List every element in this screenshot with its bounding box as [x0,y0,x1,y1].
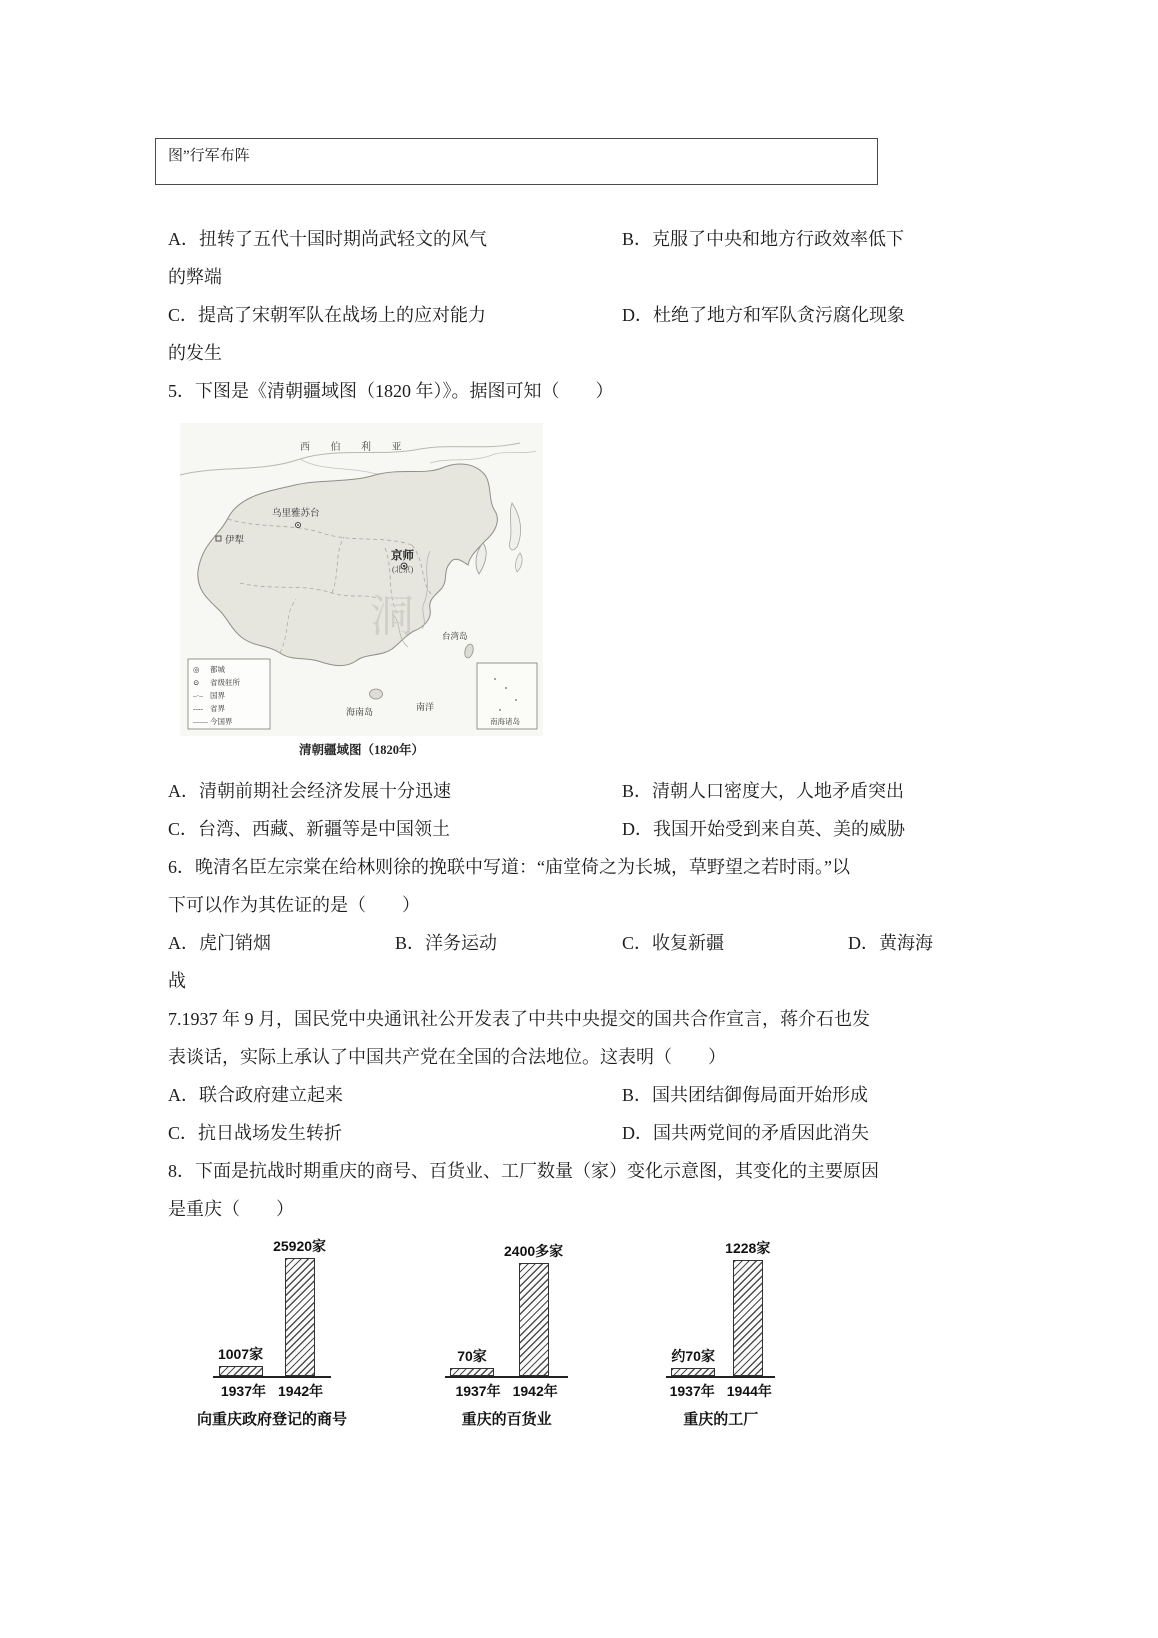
q8-stem-line-2: 是重庆（ ） [168,1199,294,1219]
q7-option-d: D．国共两党间的矛盾因此消失 [622,1123,869,1143]
chart-registered-firms [197,1236,347,1429]
q6-stem-line-1: 6．晚清名臣左宗棠在给林则徐的挽联中写道：“庙堂倚之为长城，草野望之若时雨。”以 [168,857,850,877]
chart-department-stores [445,1236,568,1429]
chart-plot-area [213,1236,331,1378]
q5-option-d: D．我国开始受到来自英、美的威胁 [622,819,905,839]
map-legend [188,659,270,729]
hainan-island-shape [370,689,383,699]
q4-option-c: C．提高了宋朝军队在战场上的应对能力 [168,305,487,325]
year-label-right: 1942年 [512,1383,558,1399]
q7-stem-line-1: 7.1937 年 9 月，国民党中央通讯社公开发表了中共中央提交的国共合作宣言，蒋介石也发 [168,1009,870,1029]
legend-label-modern-border: 今国界 [210,717,233,726]
chart-plot-area [445,1236,568,1378]
year-label-left: 1937年 [669,1383,715,1399]
map-label-beijing: (北京) [392,565,414,574]
chart-title: 重庆的百货业 [461,1411,552,1428]
chart-year-axis [221,1381,323,1401]
q5-options-row-1 [155,772,1045,810]
map-label-jingshi: 京师 [391,550,414,562]
q5-option-c: C．台湾、西藏、新疆等是中国领土 [168,819,451,839]
map-label-taiwan: 台湾岛 [442,631,468,641]
chart-year-axis [455,1381,557,1401]
year-label-left: 1937年 [220,1383,266,1399]
bar-value-label: 70家 [457,1348,487,1364]
q4-option-b: B．克服了中央和地方行政效率低下 [622,229,905,249]
map-caption: 清朝疆域图（1820年） [298,743,424,757]
bar-1942 [285,1258,315,1376]
year-label-right: 1944年 [726,1383,772,1399]
q5-stem: 5．下图是《清朝疆域图（1820 年）》。据图可知（ ） [168,381,614,401]
map-label-hainan: 海南岛 [346,707,374,717]
south-china-sea-inset [477,663,537,729]
bar-column-1937 [218,1344,263,1376]
chart-year-axis [670,1381,772,1401]
bar-value-label: 约70家 [671,1348,715,1364]
map-watermark-character: 洞 [370,592,414,641]
q6-option-b: B．洋务运动 [395,933,498,953]
bar-1937 [219,1366,263,1376]
inset-label: 南海诸岛 [490,717,520,726]
q4-options-row-1 [155,220,1045,258]
legend-label-national-border: 国界 [210,691,225,700]
legend-label-provincial-seat: 省级驻所 [210,678,240,687]
year-label-right: 1942年 [278,1383,324,1399]
bar-column-1942 [504,1241,563,1376]
q7-option-c: C．抗日战场发生转折 [168,1123,343,1143]
chart-factories [666,1236,775,1429]
bar-value-label: 1228家 [725,1240,771,1256]
legend-symbol-capital: ◎ [193,665,200,674]
q8-stem-line-1: 8．下面是抗战时期重庆的商号、百货业、工厂数量（家）变化示意图，其变化的主要原因 [168,1161,879,1181]
previous-question-box [155,138,878,185]
map-label-uliastai: 乌里雅苏台 [272,509,320,519]
q6-option-d: D．黄海海 [848,933,933,953]
q6-stem-line-2: 下可以作为其佐证的是（ ） [168,895,420,915]
chart-title: 向重庆政府登记的商号 [197,1411,348,1428]
q6-options-row [155,924,1045,962]
q4-option-b-continuation: 的弊端 [168,267,222,287]
legend-symbol-province-border: ---- [193,704,203,713]
legend-symbol-provincial-seat: ⊙ [193,678,200,687]
bar-1937 [671,1368,715,1376]
bar-value-label: 1007家 [217,1346,264,1362]
map-label-siberia: 西 伯 利 亚 [300,442,411,453]
qing-map-figure [155,410,1045,772]
q7-option-a: A．联合政府建立起来 [168,1085,343,1105]
q7-options-row-1 [155,1076,1045,1114]
bar-column-1942 [273,1236,326,1376]
q7-stem-line-2: 表谈话，实际上承认了中国共产党在全国的合法地位。这表明（ ） [168,1047,726,1067]
bar-value-label: 25920家 [273,1238,327,1254]
legend-symbol-modern-border: —— [193,717,208,726]
q4-option-d: D．杜绝了地方和军队贪污腐化现象 [622,305,905,325]
q6-option-d-continuation: 战 [168,971,186,991]
q7-options-row-2 [155,1114,1045,1152]
legend-symbol-national-border: –·– [193,691,203,700]
q5-option-a: A．清朝前期社会经济发展十分迅速 [168,781,451,801]
legend-label-capital: 都城 [210,665,225,674]
q5-options-row-2 [155,810,1045,848]
bar-1937 [450,1368,494,1376]
bar-value-label: 2400多家 [504,1243,564,1259]
bar-1944 [733,1260,763,1376]
bar-column-1937 [450,1346,494,1376]
qing-territory-map-image [180,423,543,736]
bar-1942 [519,1263,549,1376]
q8-bar-charts [197,1236,1045,1429]
map-label-nanyang: 南洋 [416,702,435,712]
top-box-text: 图”行军布阵 [168,148,250,164]
q4-option-d-continuation: 的发生 [168,343,222,363]
q4-options-row-2 [155,296,1045,334]
chart-title: 重庆的工厂 [683,1411,759,1428]
q6-option-a: A．虎门销烟 [168,933,271,953]
q7-option-b: B．国共团结御侮局面开始形成 [622,1085,869,1105]
bar-column-1944 [725,1238,770,1376]
city-marker-dot-icon [297,524,299,526]
bar-column-1937 [671,1346,715,1376]
legend-label-province-border: 省界 [210,704,225,713]
question-body [155,220,1045,1429]
q6-option-c: C．收复新疆 [622,933,725,953]
chart-plot-area [666,1236,775,1378]
q5-option-b: B．清朝人口密度大，人地矛盾突出 [622,781,905,801]
map-label-yili: 伊犁 [225,536,245,546]
page-content [155,138,1045,1429]
q4-option-a: A．扭转了五代十国时期尚武轻文的风气 [168,229,487,249]
year-label-left: 1937年 [455,1383,501,1399]
